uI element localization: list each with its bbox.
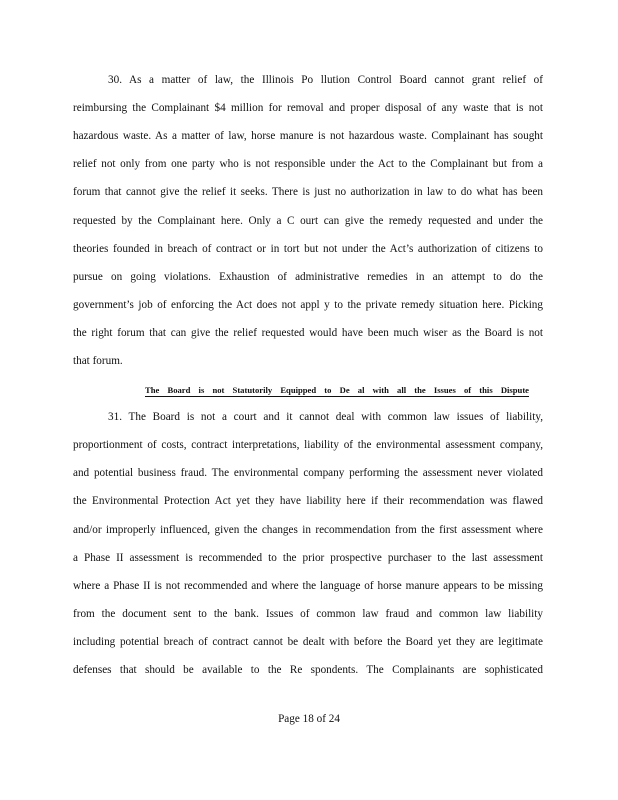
paragraph-30-line: the right forum that can give the relief requested would have been much wiser as the Board is not: [73, 327, 543, 339]
paragraph-30-line: requested by the Complainant here. Only a C ourt can give the remedy requested and under the: [73, 215, 543, 227]
page-number: Page 18 of 24: [278, 713, 340, 725]
paragraph-30-line: relief not only from one party who is not responsible under the Act to the Complainant but from a: [73, 158, 543, 170]
paragraph-30-line: forum that cannot give the relief it seeks. There is just no authorization in law to do what has been: [73, 186, 543, 198]
paragraph-31-line: including potential breach of contract cannot be dealt with before the Board yet they are legitimate: [73, 636, 543, 648]
paragraph-31-line: a Phase II assessment is recommended to the prior prospective purchaser to the last assessment: [73, 552, 543, 564]
section-heading: The Board is not Statutorily Equipped to De al with all the Issues of this Dispute: [145, 385, 529, 395]
paragraph-31-line: defenses that should be available to the Re spondents. The Complainants are sophisticated: [73, 664, 543, 676]
paragraph-30-line: reimbursing the Complainant $4 million for removal and proper disposal of any waste that is not: [73, 102, 543, 114]
paragraph-30-line: hazardous waste. As a matter of law, horse manure is not hazardous waste. Complainant has sought: [73, 130, 543, 142]
paragraph-30-line: theories founded in breach of contract or in tort but not under the Act’s authorization of citizens to: [73, 243, 543, 255]
paragraph-31-line: the Environmental Protection Act yet they have liability here if their recommendation was flawed: [73, 495, 543, 507]
paragraph-31-line: proportionment of costs, contract interpretations, liability of the environmental assessment company,: [73, 439, 543, 451]
paragraph-31-line: where a Phase II is not recommended and where the language of horse manure appears to be missing: [73, 580, 543, 592]
paragraph-31-line: and/or improperly influenced, given the changes in recommendation from the first assessment where: [73, 524, 543, 536]
paragraph-30-line: 30. As a matter of law, the Illinois Po llution Control Board cannot grant relief of: [108, 74, 543, 86]
paragraph-31-line: and potential business fraud. The environmental company performing the assessment never violated: [73, 467, 543, 479]
paragraph-30-line: pursue on going violations. Exhaustion of administrative remedies in an attempt to do the: [73, 271, 543, 283]
paragraph-31-line: from the document sent to the bank. Issues of common law fraud and common law liability: [73, 608, 543, 620]
paragraph-30-line: that forum.: [73, 355, 123, 367]
paragraph-31-line: 31. The Board is not a court and it cannot deal with common law issues of liability,: [108, 411, 543, 423]
paragraph-30-line: government’s job of enforcing the Act does not appl y to the private remedy situation here. Picking: [73, 299, 543, 311]
